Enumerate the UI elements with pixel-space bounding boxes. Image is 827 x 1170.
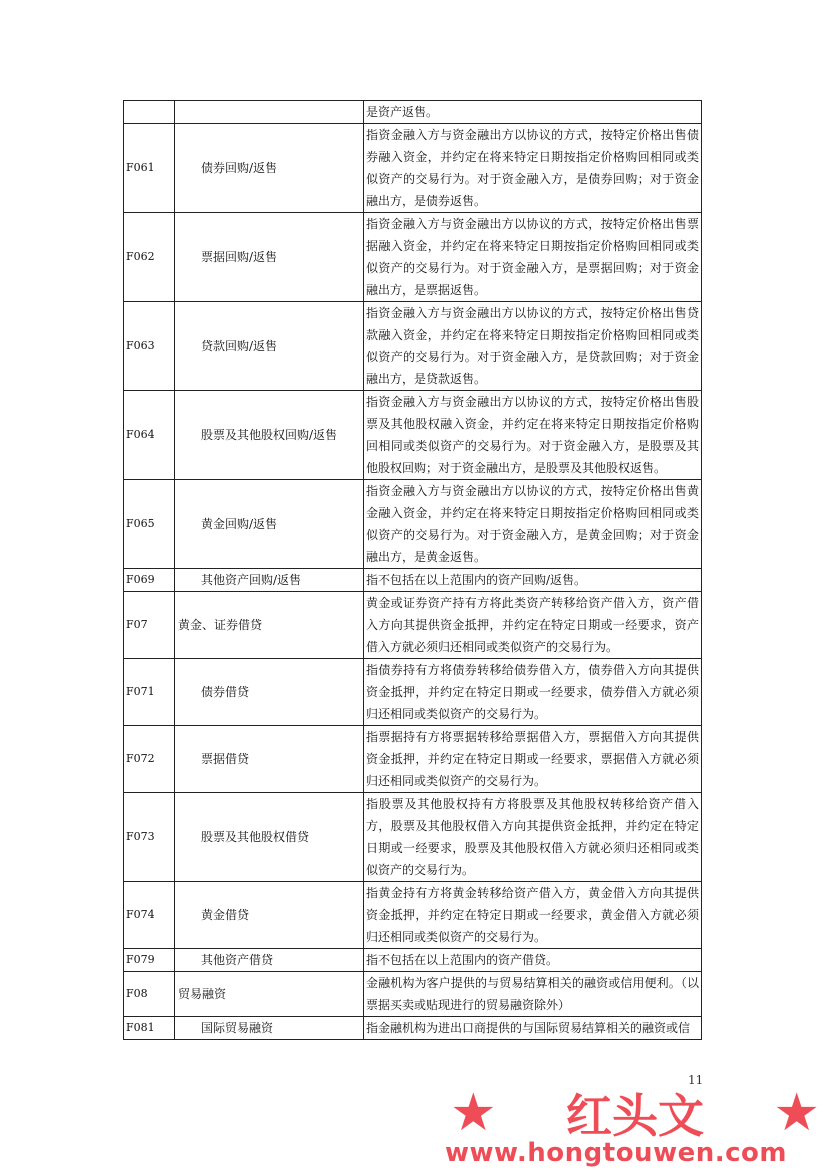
row-name: 贷款回购/返售 [175, 302, 364, 391]
watermark-title: 红头文 [566, 1089, 704, 1143]
row-description: 指资金融入方与资金融出方以协议的方式，按特定价格出售股票及其他股权融入资金，并约定在将来特定日期按指定价格购回相同或类似资产的交易行为。对于资金融入方，是股票及其他股权回购；对于资金融出方，是股票及其他股权返售。 [364, 391, 702, 480]
table-row [124, 213, 702, 302]
table-row [124, 972, 702, 1017]
row-code: F069 [124, 569, 175, 592]
table-row [124, 391, 702, 480]
row-description: 指资金融入方与资金融出方以协议的方式，按特定价格出售票据融入资金，并约定在将来特定日期按指定价格购回相同或类似资产的交易行为。对于资金融入方，是票据回购；对于资金融出方，是票据返售。 [364, 213, 702, 302]
row-code: F074 [124, 882, 175, 949]
classification-table [123, 100, 702, 1040]
row-name: 股票及其他股权借贷 [175, 793, 364, 882]
row-name: 其他资产回购/返售 [175, 569, 364, 592]
row-description: 指不包括在以上范围内的资产借贷。 [364, 949, 702, 972]
table-row [124, 659, 702, 726]
row-code: F062 [124, 213, 175, 302]
row-name: 黄金、证券借贷 [175, 592, 364, 659]
row-description: 指黄金持有方将黄金转移给资产借入方，黄金借入方向其提供资金抵押，并约定在特定日期或一经要求，黄金借入方就必须归还相同或类似资产的交易行为。 [364, 882, 702, 949]
row-description: 指资金融入方与资金融出方以协议的方式，按特定价格出售债券融入资金，并约定在将来特定日期按指定价格购回相同或类似资产的交易行为。对于资金融入方，是债券回购；对于资金融出方，是债券返售。 [364, 124, 702, 213]
row-name: 贸易融资 [175, 972, 364, 1017]
table-row [124, 124, 702, 213]
row-description: 指资金融入方与资金融出方以协议的方式，按特定价格出售黄金融入资金，并约定在将来特定日期按指定价格购回相同或类似资产的交易行为。对于资金融入方，是黄金回购；对于资金融出方，是黄金返售。 [364, 480, 702, 569]
row-code: F065 [124, 480, 175, 569]
row-code: F072 [124, 726, 175, 793]
row-description: 指票据持有方将票据转移给票据借入方，票据借入方向其提供资金抵押，并约定在特定日期或一经要求，票据借入方就必须归还相同或类似资产的交易行为。 [364, 726, 702, 793]
row-code: F071 [124, 659, 175, 726]
row-code: F073 [124, 793, 175, 882]
watermark-banner [450, 1083, 820, 1143]
row-code: F081 [124, 1017, 175, 1040]
row-description: 金融机构为客户提供的与贸易结算相关的融资或信用便利。（以票据买卖或贴现进行的贸易融资除外） [364, 972, 702, 1017]
table-row [124, 569, 702, 592]
table-row [124, 793, 702, 882]
row-name: 债券借贷 [175, 659, 364, 726]
row-code: F064 [124, 391, 175, 480]
row-name [175, 101, 364, 124]
table-row [124, 882, 702, 949]
row-code: F07 [124, 592, 175, 659]
row-code: F061 [124, 124, 175, 213]
row-name: 票据借贷 [175, 726, 364, 793]
row-name: 债券回购/返售 [175, 124, 364, 213]
row-name: 票据回购/返售 [175, 213, 364, 302]
table-row [124, 1017, 702, 1040]
table-body [124, 101, 702, 1040]
row-description: 指不包括在以上范围内的资产回购/返售。 [364, 569, 702, 592]
watermark-url: www.hongtouwen.com [445, 1138, 787, 1168]
row-description: 黄金或证券资产持有方将此类资产转移给资产借入方，资产借入方向其提供资金抵押，并约定在特定日期或一经要求，资产借入方就必须归还相同或类似资产的交易行为。 [364, 592, 702, 659]
table-row [124, 101, 702, 124]
row-name: 其他资产借贷 [175, 949, 364, 972]
table-row [124, 726, 702, 793]
table-row [124, 949, 702, 972]
row-name: 黄金回购/返售 [175, 480, 364, 569]
row-code: F063 [124, 302, 175, 391]
row-description: 指金融机构为进出口商提供的与国际贸易结算相关的融资或信 [364, 1017, 702, 1040]
star-icon: ★ [773, 1083, 820, 1143]
table-row [124, 480, 702, 569]
table-row [124, 592, 702, 659]
table-row [124, 302, 702, 391]
row-description: 指资金融入方与资金融出方以协议的方式，按特定价格出售贷款融入资金，并约定在将来特定日期按指定价格购回相同或类似资产的交易行为。对于资金融入方，是贷款回购；对于资金融出方，是贷款返售。 [364, 302, 702, 391]
row-code: F079 [124, 949, 175, 972]
star-icon: ★ [450, 1083, 497, 1143]
row-name: 黄金借贷 [175, 882, 364, 949]
row-description: 是资产返售。 [364, 101, 702, 124]
row-description: 指债券持有方将债券转移给债券借入方，债券借入方向其提供资金抵押，并约定在特定日期或一经要求，债券借入方就必须归还相同或类似资产的交易行为。 [364, 659, 702, 726]
row-name: 国际贸易融资 [175, 1017, 364, 1040]
row-description: 指股票及其他股权持有方将股票及其他股权转移给资产借入方，股票及其他股权借入方向其提供资金抵押，并约定在特定日期或一经要求，股票及其他股权借入方就必须归还相同或类似资产的交易行为。 [364, 793, 702, 882]
row-code [124, 101, 175, 124]
page-number: 11 [688, 1073, 704, 1087]
row-code: F08 [124, 972, 175, 1017]
row-name: 股票及其他股权回购/返售 [175, 391, 364, 480]
